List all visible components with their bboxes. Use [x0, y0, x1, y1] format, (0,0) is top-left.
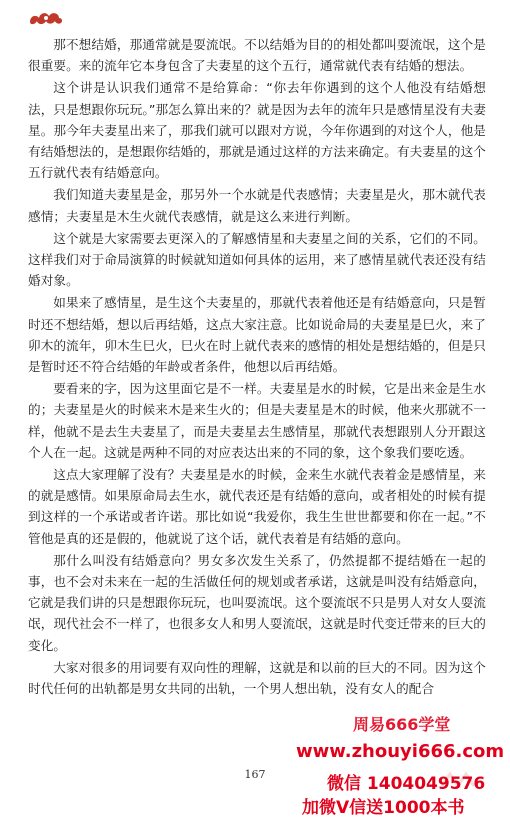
- paragraph: 那不想结婚，那通常就是耍流氓。不以结婚为目的的相处都叫耍流氓，这个是很重要。来的流年它本身包含了夫妻星的这个五行，通常就代表有结婚的想法。: [28, 37, 486, 74]
- paragraph: 如果来了感情星，是生这个夫妻星的，那就代表着他还是有结婚意向，只是暂时还不想结婚，想以后再结婚，这点大家注意。比如说命局的夫妻星是巳火，来了卯木的流年，卯木生巳火，巳火在时上就代表来的感情的相处是想结婚的，但是只是暂时还不符合结婚的年龄或者条件，他想以后再结婚。: [28, 295, 486, 375]
- paragraph: 要看来的字，因为这里面它是不一样。夫妻星是水的时候，它是出来金是生水的；夫妻星是火的时候来木是来生火的；但是夫妻星是木的时候，他来火那就不一样，他就不是去生夫妻星了，而是夫妻星去生感情星，那就代表想跟别人分开跟这个人在一起。这就是两种不同的对应表达出来的不同的象，这个象我们要吃透。: [28, 381, 486, 460]
- watermark-promo: 加微V信送1000本书: [302, 798, 465, 818]
- paragraph: 这个就是大家需要去更深入的了解感情星和夫妻星之间的关系，它们的不同。这样我们对于命局演算的时候就知道如何具体的运用，来了感情星就代表还没有结婚对象。: [28, 230, 486, 289]
- cloud-ornament-icon: [28, 8, 64, 28]
- watermark-site-name: 周易666学堂: [353, 715, 451, 734]
- paragraph: 大家对很多的用词要有双向性的理解，这就是和以前的巨大的不同。因为这个时代任何的出轨都是男女共同的出轨，一个男人想出轨，没有女人的配合: [28, 659, 486, 697]
- page-number: 167: [244, 768, 266, 781]
- body-text: [28, 34, 486, 700]
- paragraph: 那什么叫没有结婚意向？男女多次发生关系了，仍然提都不提结婚在一起的事，也不会对未来在一起的生活做任何的规划或者承诺，这就是叫没有结婚意向，它就是我们讲的只是想跟你玩玩，也叫耍流氓。这个耍流氓不只是男人对女人耍流氓，现代社会不一样了，也很多女人和男人耍流氓，这就是时代变迁带来的巨大的变化。: [28, 552, 486, 653]
- watermark-url: www.zhouyi666.com: [296, 741, 505, 762]
- paragraph: 我们知道夫妻星是金，那另外一个水就是代表感情；夫妻星是火，那木就代表感情；夫妻星是木生火就代表感情，就是这么来进行判断。: [28, 187, 486, 224]
- paragraph: 这点大家理解了没有？夫妻星是水的时候，金来生水就代表着金是感情星，来的就是感情。如果原命局去生水，就代表还是有结婚的意向，或者相处的时候有提到这样的一个承诺或者许诺。那比如说“我爱你，我生生世世都要和你在一起。”不管他是真的还是假的，他就说了这个话，就代表着是有结婚的意向。: [28, 467, 486, 546]
- paragraph: 这个讲是认识我们通常不是给算命：“你去年你遇到的这个人他没有结婚想法，只是想跟你玩玩。”那怎么算出来的？就是因为去年的流年只是感情星没有夫妻星。那今年夫妻星出来了，那我们就可以跟对方说，今年你遇到的对这个人，他是有结婚想法的，是想跟你结婚的，那就是通过这样的方法来确定。有夫妻星的这个五行就代表有结婚意向。: [28, 80, 486, 181]
- watermark-wechat: 微信 1404049576: [327, 774, 486, 794]
